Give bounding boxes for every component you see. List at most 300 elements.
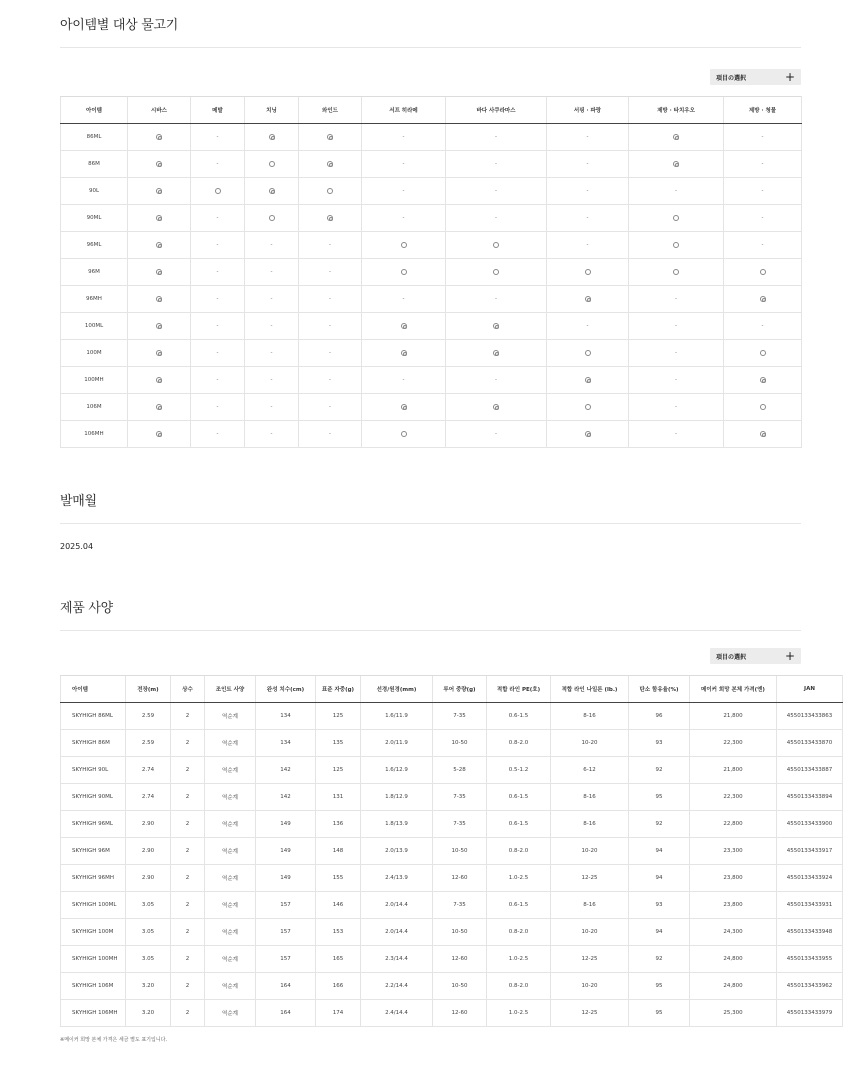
spec-cell: SKYHIGH 86ML (61, 703, 126, 730)
double-circle-cell (724, 286, 802, 313)
spec-cell: 4550133433887 (777, 757, 843, 784)
double-circle-icon (585, 296, 591, 302)
spec-cell: 12-25 (551, 946, 629, 973)
item-select-label: 項目の選択 (716, 74, 747, 82)
dash-cell (629, 178, 724, 205)
spec-cell: 93 (629, 730, 690, 757)
dash: - (586, 242, 589, 248)
dash-cell (724, 313, 802, 340)
dash: - (270, 431, 273, 437)
dash-cell (191, 205, 245, 232)
spec-cell: 25,300 (690, 1000, 777, 1027)
spec-cell: 21,800 (690, 757, 777, 784)
divider (60, 47, 801, 48)
column-header: 탄소 함유율(%) (629, 676, 690, 703)
spec-cell: 1.0-2.5 (487, 1000, 551, 1027)
spec-cell: 157 (256, 892, 316, 919)
spec-cell: 3.05 (126, 946, 171, 973)
dash-cell (191, 259, 245, 286)
spec-cell: 0.6-1.5 (487, 784, 551, 811)
spec-cell: 12-60 (433, 946, 487, 973)
dash-cell (362, 286, 446, 313)
dash: - (495, 161, 497, 167)
dash: - (270, 323, 273, 329)
table-row (61, 340, 802, 367)
dash-cell (446, 151, 547, 178)
double-circle-cell (362, 313, 446, 340)
spec-cell: 135 (316, 730, 361, 757)
spec-cell: 4550133433900 (777, 811, 843, 838)
circle-icon (327, 188, 333, 194)
dash-cell (299, 232, 362, 259)
spec-cell: 10-50 (433, 973, 487, 1000)
spec-cell: 12-60 (433, 865, 487, 892)
dash: - (216, 377, 219, 383)
release-title: 발매월 (60, 494, 97, 509)
dash: - (495, 377, 497, 383)
spec-cell: 4550133433863 (777, 703, 843, 730)
dash: - (761, 161, 764, 167)
double-circle-icon (493, 404, 499, 410)
spec-cell: 2.4/13.9 (361, 865, 433, 892)
dash-cell (245, 421, 299, 448)
dash-cell (362, 151, 446, 178)
circle-icon (673, 269, 679, 275)
dash: - (216, 242, 219, 248)
spec-cell: 2.74 (126, 784, 171, 811)
spec-cell: 4550133433917 (777, 838, 843, 865)
item-cell: 86M (61, 151, 128, 178)
spec-cell: 157 (256, 919, 316, 946)
spec-cell: 24,300 (690, 919, 777, 946)
spec-cell: 149 (256, 811, 316, 838)
spec-cell: 10-20 (551, 919, 629, 946)
dash-cell (299, 286, 362, 313)
double-circle-icon (760, 377, 766, 383)
spec-cell: 22,300 (690, 730, 777, 757)
dash: - (216, 269, 219, 275)
dash-cell (299, 313, 362, 340)
circle-cell (245, 151, 299, 178)
spec-cell: 역순계 (205, 730, 256, 757)
dash: - (216, 161, 219, 167)
dash: - (495, 431, 497, 437)
column-header: 적합 라인 나일론 (lb.) (551, 676, 629, 703)
spec-cell: 24,800 (690, 946, 777, 973)
dash: - (675, 431, 677, 437)
dash: - (675, 323, 677, 329)
double-circle-cell (362, 394, 446, 421)
spec-cell: 역순계 (205, 865, 256, 892)
double-circle-icon (156, 161, 162, 167)
release-value: 2025.04 (60, 542, 94, 551)
dash-cell (724, 151, 802, 178)
dash-cell (629, 286, 724, 313)
double-circle-cell (128, 178, 191, 205)
dash: - (270, 377, 273, 383)
dash-cell (362, 205, 446, 232)
table-row (61, 757, 843, 784)
table-row (61, 232, 802, 259)
spec-cell: 164 (256, 973, 316, 1000)
spec-cell: 0.8-2.0 (487, 973, 551, 1000)
spec-cell: 역순계 (205, 838, 256, 865)
divider (60, 630, 801, 631)
spec-cell: 0.8-2.0 (487, 730, 551, 757)
spec-cell: 174 (316, 1000, 361, 1027)
price-note: ※메이커 희망 본체 가격은 세금 별도 표기입니다. (60, 1037, 168, 1043)
circle-icon (401, 431, 407, 437)
spec-cell: 4550133433894 (777, 784, 843, 811)
table-row (61, 151, 802, 178)
dash: - (675, 188, 677, 194)
dash-cell (629, 340, 724, 367)
spec-cell: 0.5-1.2 (487, 757, 551, 784)
spec-cell: 1.6/11.9 (361, 703, 433, 730)
double-circle-cell (299, 151, 362, 178)
circle-icon (760, 350, 766, 356)
spec-cell: 10-50 (433, 838, 487, 865)
circle-cell (446, 259, 547, 286)
double-circle-icon (156, 350, 162, 356)
spec-cell: 8-16 (551, 811, 629, 838)
spec-cell: SKYHIGH 100ML (61, 892, 126, 919)
double-circle-cell (128, 313, 191, 340)
circle-icon (585, 404, 591, 410)
double-circle-icon (156, 296, 162, 302)
double-circle-cell (547, 286, 629, 313)
double-circle-cell (128, 286, 191, 313)
dash: - (586, 323, 589, 329)
dash-cell (245, 394, 299, 421)
dash-cell (547, 313, 629, 340)
double-circle-cell (547, 367, 629, 394)
table-row (61, 946, 843, 973)
double-circle-cell (446, 313, 547, 340)
dash: - (270, 404, 273, 410)
double-circle-cell (299, 124, 362, 151)
dash-cell (245, 232, 299, 259)
column-header: 바다 사쿠라마스 (446, 97, 547, 124)
circle-cell (299, 178, 362, 205)
table-row (61, 892, 843, 919)
spec-cell: SKYHIGH 100M (61, 919, 126, 946)
spec-cell: 역순계 (205, 784, 256, 811)
circle-cell (362, 232, 446, 259)
column-header: 완성 치수(cm) (256, 676, 316, 703)
column-header: JAN (777, 676, 843, 703)
dash-cell (191, 340, 245, 367)
spec-cell: 2.90 (126, 838, 171, 865)
dash: - (329, 377, 331, 383)
circle-icon (673, 215, 679, 221)
circle-cell (724, 394, 802, 421)
spec-cell: 95 (629, 1000, 690, 1027)
item-select-button[interactable] (710, 69, 801, 85)
spec-cell: 2.0/14.4 (361, 919, 433, 946)
table-row (61, 784, 843, 811)
circle-icon (760, 269, 766, 275)
spec-cell: 153 (316, 919, 361, 946)
double-circle-icon (327, 134, 333, 140)
spec-cell: SKYHIGH 90ML (61, 784, 126, 811)
circle-cell (629, 259, 724, 286)
dash-cell (191, 124, 245, 151)
circle-cell (629, 205, 724, 232)
column-header: 시바스 (128, 97, 191, 124)
spec-cell: 95 (629, 784, 690, 811)
dash: - (675, 377, 677, 383)
plus-icon: + (784, 649, 795, 663)
double-circle-cell (128, 340, 191, 367)
spec-cell: 2.59 (126, 730, 171, 757)
target-fish-title: 아이템별 대상 물고기 (60, 18, 178, 33)
spec-cell: 134 (256, 730, 316, 757)
dash: - (495, 134, 497, 140)
double-circle-icon (673, 134, 679, 140)
column-header: 전장(m) (126, 676, 171, 703)
dash: - (270, 269, 273, 275)
spec-cell: 2 (171, 865, 205, 892)
dash: - (586, 161, 589, 167)
dash-cell (446, 205, 547, 232)
dash: - (270, 350, 273, 356)
spec-cell: 2.59 (126, 703, 171, 730)
dash: - (761, 188, 764, 194)
double-circle-icon (585, 377, 591, 383)
double-circle-cell (128, 259, 191, 286)
spec-cell: 3.05 (126, 892, 171, 919)
dash-cell (191, 313, 245, 340)
dash-cell (299, 259, 362, 286)
spec-select-label: 項目の選択 (716, 653, 747, 661)
spec-cell: 12-60 (433, 1000, 487, 1027)
spec-cell: 7-35 (433, 811, 487, 838)
double-circle-cell (128, 367, 191, 394)
spec-cell: 10-20 (551, 838, 629, 865)
spec-cell: 역순계 (205, 919, 256, 946)
divider (60, 523, 801, 524)
item-cell: 96MH (61, 286, 128, 313)
table-row (61, 919, 843, 946)
circle-icon (215, 188, 221, 194)
spec-cell: 94 (629, 838, 690, 865)
spec-cell: 0.6-1.5 (487, 811, 551, 838)
dash: - (216, 323, 219, 329)
item-cell: 96M (61, 259, 128, 286)
circle-icon (585, 350, 591, 356)
dash: - (495, 188, 497, 194)
dash: - (495, 296, 497, 302)
spec-cell: 125 (316, 703, 361, 730)
plus-icon: + (784, 70, 795, 84)
dash-cell (245, 340, 299, 367)
dash-cell (245, 367, 299, 394)
circle-icon (269, 215, 275, 221)
column-header: 조인트 사양 (205, 676, 256, 703)
spec-cell: 10-20 (551, 730, 629, 757)
dash: - (329, 431, 331, 437)
dash-cell (547, 151, 629, 178)
spec-cell: 역순계 (205, 811, 256, 838)
spec-cell: 24,800 (690, 973, 777, 1000)
spec-title: 제품 사양 (60, 601, 113, 616)
dash-cell (724, 232, 802, 259)
circle-icon (269, 161, 275, 167)
double-circle-icon (156, 377, 162, 383)
double-circle-icon (493, 350, 499, 356)
table-row (61, 838, 843, 865)
item-cell: 106MH (61, 421, 128, 448)
dash: - (586, 134, 589, 140)
double-circle-icon (156, 404, 162, 410)
spec-select-button[interactable] (710, 648, 801, 664)
double-circle-icon (401, 350, 407, 356)
spec-cell: 142 (256, 784, 316, 811)
column-header: 적합 라인 PE(호) (487, 676, 551, 703)
dash-cell (724, 178, 802, 205)
table-row (61, 367, 802, 394)
spec-cell: 0.8-2.0 (487, 919, 551, 946)
spec-cell: 2.74 (126, 757, 171, 784)
table-row (61, 703, 843, 730)
double-circle-icon (673, 161, 679, 167)
spec-cell: 0.6-1.5 (487, 892, 551, 919)
spec-cell: 136 (316, 811, 361, 838)
dash: - (216, 431, 219, 437)
spec-cell: 2 (171, 973, 205, 1000)
spec-cell: 8-16 (551, 784, 629, 811)
spec-cell: 2 (171, 811, 205, 838)
spec-cell: 4550133433870 (777, 730, 843, 757)
column-header: 와인드 (299, 97, 362, 124)
dash-cell (362, 124, 446, 151)
dash-cell (191, 394, 245, 421)
circle-icon (673, 242, 679, 248)
dash-cell (191, 367, 245, 394)
spec-cell: 역순계 (205, 703, 256, 730)
spec-cell: 94 (629, 919, 690, 946)
dash-cell (547, 124, 629, 151)
item-cell: 106M (61, 394, 128, 421)
spec-cell: 2.90 (126, 811, 171, 838)
spec-cell: 23,300 (690, 838, 777, 865)
spec-cell: 10-50 (433, 919, 487, 946)
dash: - (402, 188, 405, 194)
table-row (61, 205, 802, 232)
spec-cell: 94 (629, 865, 690, 892)
spec-cell: 22,300 (690, 784, 777, 811)
spec-cell: 4550133433931 (777, 892, 843, 919)
column-header: 표준 자중(g) (316, 676, 361, 703)
double-circle-icon (585, 431, 591, 437)
dash: - (402, 215, 405, 221)
circle-cell (191, 178, 245, 205)
spec-cell: 131 (316, 784, 361, 811)
dash: - (761, 242, 764, 248)
dash: - (329, 242, 331, 248)
double-circle-icon (156, 134, 162, 140)
dash-cell (191, 286, 245, 313)
spec-cell: 95 (629, 973, 690, 1000)
circle-cell (724, 340, 802, 367)
spec-cell: 2.0/14.4 (361, 892, 433, 919)
circle-icon (493, 269, 499, 275)
spec-cell: 93 (629, 892, 690, 919)
target-fish-table (60, 96, 802, 448)
dash: - (402, 377, 405, 383)
dash: - (216, 296, 219, 302)
column-header: 상수 (171, 676, 205, 703)
item-cell: 100MH (61, 367, 128, 394)
dash-cell (299, 421, 362, 448)
spec-cell: SKYHIGH 106MH (61, 1000, 126, 1027)
double-circle-cell (446, 340, 547, 367)
double-circle-cell (128, 205, 191, 232)
column-header: 아이템 (61, 676, 126, 703)
spec-cell: 2 (171, 730, 205, 757)
spec-cell: 155 (316, 865, 361, 892)
spec-cell: 166 (316, 973, 361, 1000)
spec-cell: 8-16 (551, 703, 629, 730)
spec-cell: 1.8/13.9 (361, 811, 433, 838)
spec-cell: 2.2/14.4 (361, 973, 433, 1000)
dash-cell (191, 421, 245, 448)
dash-cell (245, 313, 299, 340)
spec-cell: 0.8-2.0 (487, 838, 551, 865)
dash: - (329, 269, 331, 275)
spec-cell: SKYHIGH 96M (61, 838, 126, 865)
spec-cell: 165 (316, 946, 361, 973)
dash: - (761, 215, 764, 221)
dash: - (675, 350, 677, 356)
double-circle-icon (760, 296, 766, 302)
double-circle-icon (327, 215, 333, 221)
dash: - (402, 296, 405, 302)
double-circle-icon (760, 431, 766, 437)
double-circle-cell (547, 421, 629, 448)
column-header: 선경/원경(mm) (361, 676, 433, 703)
spec-cell: 125 (316, 757, 361, 784)
spec-cell: 92 (629, 946, 690, 973)
spec-cell: 2 (171, 757, 205, 784)
spec-cell: 22,800 (690, 811, 777, 838)
circle-icon (401, 242, 407, 248)
table-row (61, 286, 802, 313)
dash: - (329, 350, 331, 356)
spec-cell: 7-35 (433, 703, 487, 730)
spec-cell: 2.90 (126, 865, 171, 892)
item-cell: 100M (61, 340, 128, 367)
spec-cell: 2 (171, 892, 205, 919)
spec-cell: 1.6/12.9 (361, 757, 433, 784)
spec-cell: 4550133433924 (777, 865, 843, 892)
spec-cell: 역순계 (205, 892, 256, 919)
double-circle-cell (629, 151, 724, 178)
spec-cell: 2 (171, 703, 205, 730)
spec-cell: 3.20 (126, 1000, 171, 1027)
spec-cell: 1.0-2.5 (487, 865, 551, 892)
spec-cell: 10-20 (551, 973, 629, 1000)
circle-icon (401, 269, 407, 275)
spec-cell: 92 (629, 757, 690, 784)
double-circle-icon (401, 404, 407, 410)
spec-cell: 역순계 (205, 1000, 256, 1027)
table-row (61, 313, 802, 340)
dash-cell (245, 259, 299, 286)
dash: - (329, 323, 331, 329)
spec-cell: 12-25 (551, 1000, 629, 1027)
